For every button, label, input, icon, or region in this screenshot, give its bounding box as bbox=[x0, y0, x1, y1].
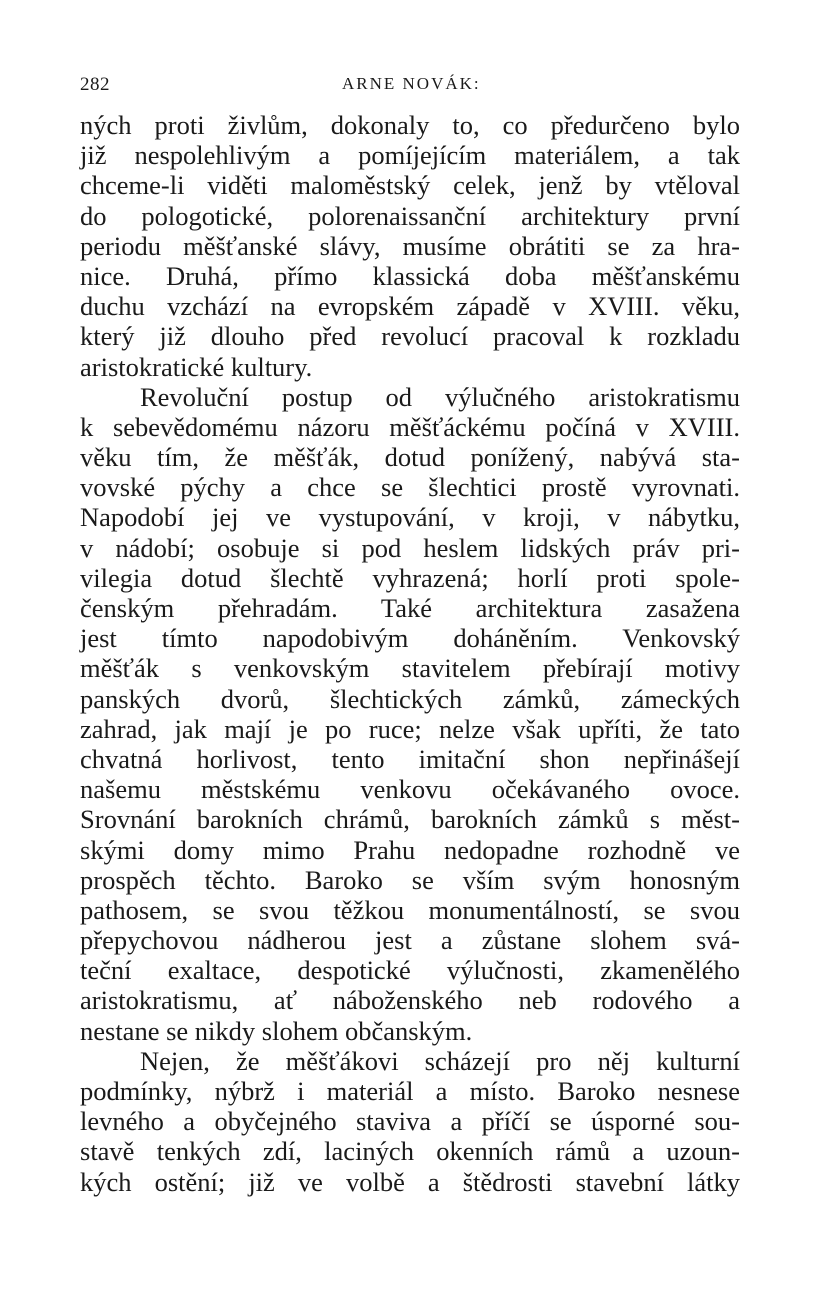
running-head bbox=[80, 60, 740, 100]
text-line: levného a obyčejného staviva a příčí se úsporné sou- bbox=[80, 1106, 740, 1137]
text-line: věku tím, že měšťák, dotud ponížený, nabývá sta- bbox=[80, 442, 740, 473]
text-line: do pologotické, polorenaissanční architektury první bbox=[80, 200, 740, 231]
text-line: chceme-li viděti maloměstský celek, jenž by vtěloval bbox=[80, 170, 740, 201]
text-line: zahrad, jak mají je po ruce; nelze však upříti, že tato bbox=[80, 713, 740, 744]
text-line: kých ostění; již ve volbě a štědrosti stavební látky bbox=[80, 1166, 740, 1197]
text-line: již nespolehlivým a pomíjejícím materiálem, a tak bbox=[80, 140, 740, 171]
text-line: aristokratické kultury. bbox=[80, 351, 313, 382]
text-line: čenským přehradám. Také architektura zasažena bbox=[80, 593, 740, 623]
running-head-title: ARNE NOVÁK: bbox=[342, 74, 481, 93]
text-line: periodu měšťanské slávy, musíme obrátiti se za hra- bbox=[80, 230, 740, 261]
text-line: panských dvorů, šlechtických zámků, zámeckých bbox=[80, 683, 740, 714]
paragraph-start-line: Revoluční postup od výlučného aristokratismu bbox=[140, 381, 740, 412]
text-line: Napodobí jej ve vystupování, v kroji, v nábytku, bbox=[80, 502, 740, 533]
text-line: Srovnání barokních chrámů, barokních zámků s měst- bbox=[80, 804, 740, 835]
text-line: ných proti živlům, dokonaly to, co předurčeno bylo bbox=[80, 110, 740, 140]
paragraph-start-line: Nejen, že měšťákovi scházejí pro něj kulturní bbox=[140, 1045, 740, 1076]
text-line: který již dlouho před revolucí pracoval k rozkladu bbox=[80, 321, 740, 352]
text-line: nice. Druhá, přímo klassická doba měšťanskému bbox=[80, 260, 740, 291]
text-line: duchu vzchází na evropském západě v XVIII. věku, bbox=[80, 291, 740, 322]
text-line: našemu městskému venkovu očekávaného ovoce. bbox=[80, 774, 740, 805]
text-line: skými domy mimo Prahu nedopadne rozhodně ve bbox=[80, 834, 740, 865]
text-line: v nádobí; osobuje si pod heslem lidských práv pri- bbox=[80, 532, 740, 563]
text-line: aristokratismu, ať náboženského neb rodového a bbox=[80, 985, 740, 1016]
text-line: jest tímto napodobivým doháněním. Venkovský bbox=[80, 623, 740, 654]
text-line: vilegia dotud šlechtě vyhrazená; horlí proti spole- bbox=[80, 562, 740, 593]
text-line: podmínky, nýbrž i materiál a místo. Baroko nesnese bbox=[80, 1076, 740, 1106]
text-line: nestane se nikdy slohem občanským. bbox=[80, 1015, 473, 1046]
text-line: prospěch těchto. Baroko se vším svým honosným bbox=[80, 864, 740, 895]
text-line: teční exaltace, despotické výlučnosti, zkamenělého bbox=[80, 955, 740, 986]
text-line: přepychovou nádherou jest a zůstane slohem svá- bbox=[80, 925, 740, 956]
text-line: vovské pýchy a chce se šlechtici prostě vyrovnati. bbox=[80, 472, 740, 503]
text-line: chvatná horlivost, tento imitační shon nepřinášejí bbox=[80, 743, 740, 774]
page-number: 282 bbox=[80, 74, 110, 95]
text-line: pathosem, se svou těžkou monumentálností, se svou bbox=[80, 894, 740, 925]
text-line: stavě tenkých zdí, laciných okenních rámů a uzoun- bbox=[80, 1136, 740, 1167]
book-page bbox=[80, 60, 740, 1197]
text-line: k sebevědomému názoru měšťáckému počíná v XVIII. bbox=[80, 411, 740, 442]
body-text bbox=[80, 110, 740, 1197]
text-line: měšťák s venkovským stavitelem přebírají motivy bbox=[80, 653, 740, 684]
